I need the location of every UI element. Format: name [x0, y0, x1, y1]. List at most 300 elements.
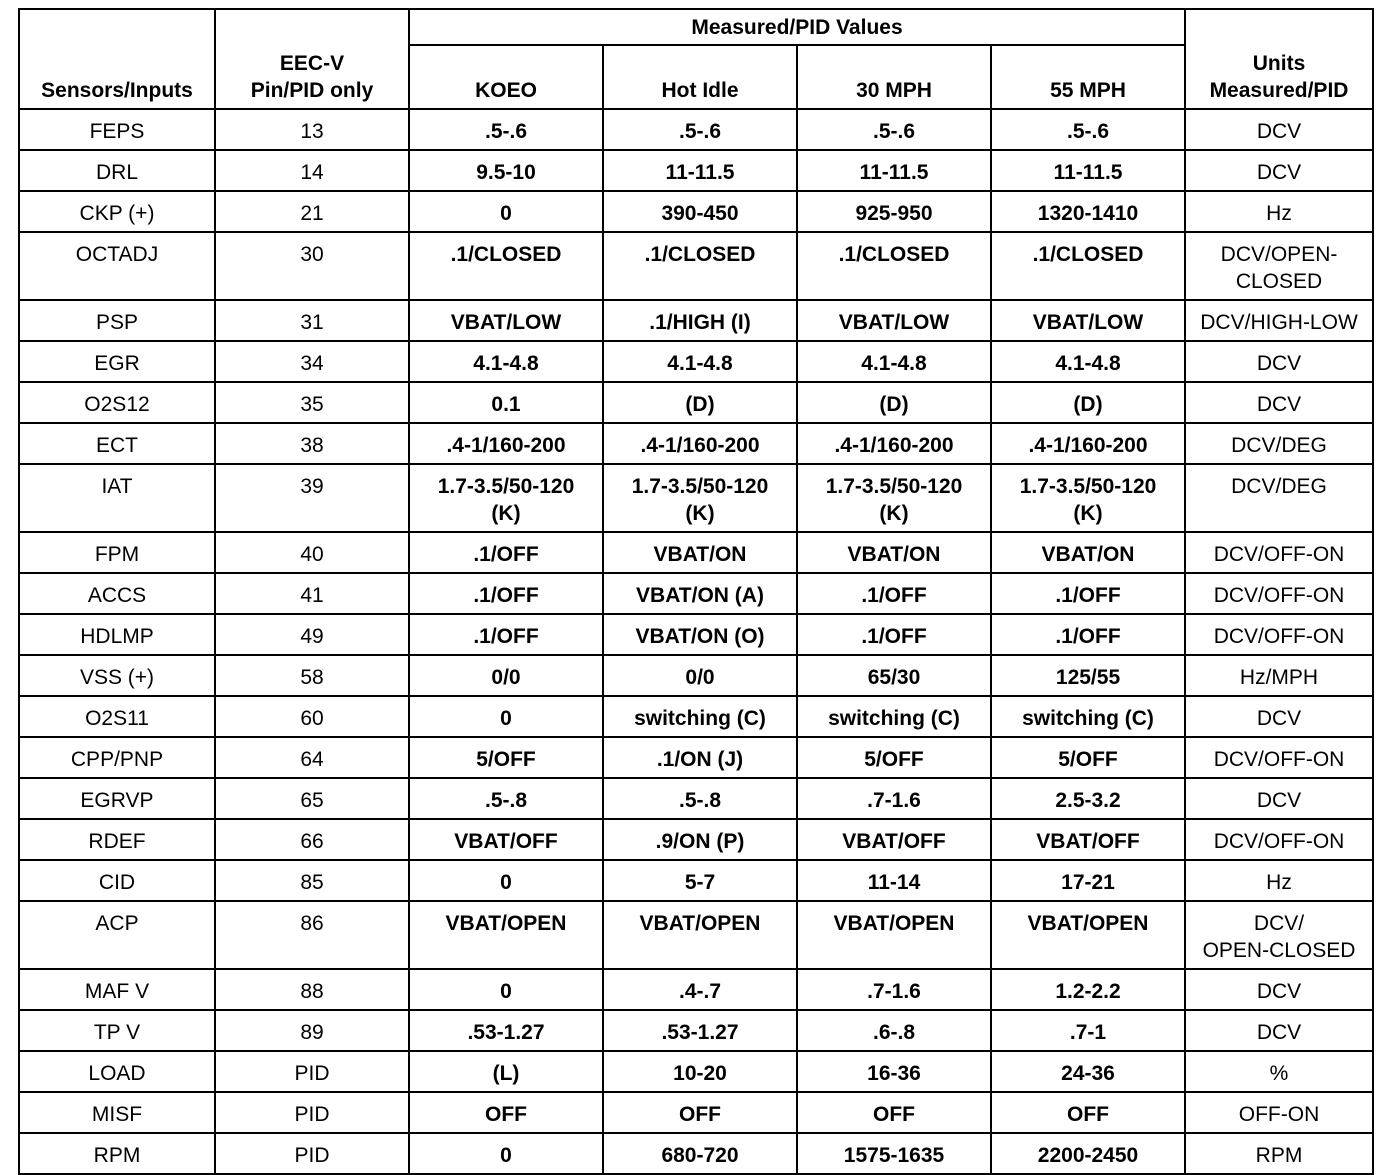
cell-units: [1185, 341, 1373, 382]
cell-units-text: DCV/OPEN-: [1220, 243, 1338, 266]
cell-55mph-text: .7-1: [1069, 1021, 1107, 1044]
header-55mph: 55 MPH: [991, 45, 1185, 109]
cell-koeo-text: VBAT/OFF: [454, 830, 558, 853]
cell-koeo: [409, 860, 603, 901]
cell-sensor: [19, 655, 215, 696]
cell-hot-idle: [603, 737, 797, 778]
header-sensors-label: Sensors/Inputs: [41, 79, 193, 102]
cell-koeo: [409, 300, 603, 341]
cell-55mph: [991, 150, 1185, 191]
cell-pin: [215, 1092, 409, 1133]
cell-55mph: [991, 573, 1185, 614]
cell-koeo-text: 4.1-4.8: [473, 352, 539, 375]
cell-30mph-text: .1/OFF: [861, 584, 927, 607]
cell-55mph: [991, 191, 1185, 232]
table-row: [19, 778, 1373, 819]
table-row: [19, 382, 1373, 423]
cell-hot-idle: [603, 341, 797, 382]
cell-30mph: [797, 860, 991, 901]
pid-values-table: [18, 8, 1374, 1175]
cell-units-text: DCV/OFF-ON: [1213, 584, 1345, 607]
cell-koeo: [409, 1010, 603, 1051]
cell-sensor-text: DRL: [95, 161, 138, 184]
cell-55mph-text: 4.1-4.8: [1055, 352, 1121, 375]
cell-units: [1185, 191, 1373, 232]
cell-pin-text: 49: [300, 625, 324, 648]
cell-hot-idle-text: 10-20: [673, 1062, 727, 1085]
cell-55mph: [991, 860, 1185, 901]
header-units: [1185, 9, 1373, 109]
cell-hot-idle: [603, 969, 797, 1010]
cell-55mph-text: switching (C): [1022, 707, 1154, 730]
cell-pin-text: 31: [300, 311, 324, 334]
cell-hot-idle: [603, 464, 797, 532]
cell-sensor: [19, 232, 215, 300]
cell-sensor-text: OCTADJ: [75, 243, 159, 266]
cell-30mph-text: VBAT/OFF: [842, 830, 946, 853]
cell-units: [1185, 901, 1373, 969]
cell-koeo-text: 0/0: [491, 666, 521, 689]
cell-hot-idle-text: .1/ON (J): [656, 748, 744, 771]
cell-30mph: [797, 573, 991, 614]
cell-pin: [215, 109, 409, 150]
cell-koeo-text: .53-1.27: [467, 1021, 545, 1044]
table-row: [19, 901, 1373, 969]
cell-pin: [215, 1051, 409, 1092]
cell-pin-text: 89: [300, 1021, 324, 1044]
cell-pin-text: PID: [294, 1062, 330, 1085]
cell-pin: [215, 1010, 409, 1051]
cell-pin-text: PID: [294, 1144, 330, 1167]
cell-30mph: [797, 382, 991, 423]
cell-30mph-text-line2: (K): [879, 502, 909, 525]
cell-hot-idle-text: .53-1.27: [661, 1021, 739, 1044]
cell-sensor-text: TP V: [93, 1021, 141, 1044]
cell-55mph-text: OFF: [1067, 1103, 1109, 1126]
table-row: [19, 191, 1373, 232]
cell-hot-idle-text: .9/ON (P): [655, 830, 745, 853]
table-row: [19, 819, 1373, 860]
cell-koeo-text: OFF: [485, 1103, 527, 1126]
table-row: [19, 1133, 1373, 1174]
cell-55mph: [991, 464, 1185, 532]
cell-sensor-text: O2S12: [84, 393, 150, 416]
cell-units-text-line2: OPEN-CLOSED: [1202, 939, 1356, 962]
table-row: [19, 109, 1373, 150]
cell-units-text: DCV: [1256, 161, 1302, 184]
header-koeo: KOEO: [409, 45, 603, 109]
cell-sensor-text: FPM: [94, 543, 140, 566]
cell-hot-idle-text: 0/0: [685, 666, 715, 689]
cell-30mph: [797, 778, 991, 819]
cell-55mph: [991, 382, 1185, 423]
cell-units-text: DCV/OFF-ON: [1213, 625, 1345, 648]
cell-hot-idle: [603, 573, 797, 614]
cell-units-text: DCV/DEG: [1231, 434, 1327, 457]
cell-koeo-text: .1/OFF: [473, 584, 539, 607]
cell-30mph: [797, 819, 991, 860]
cell-sensor: [19, 150, 215, 191]
cell-units: [1185, 655, 1373, 696]
cell-pin-text: 40: [300, 543, 324, 566]
cell-pin: [215, 655, 409, 696]
cell-units: [1185, 1092, 1373, 1133]
cell-koeo-text: 0: [500, 980, 512, 1003]
cell-30mph-text: VBAT/ON: [847, 543, 941, 566]
cell-30mph: [797, 696, 991, 737]
cell-hot-idle-text: VBAT/OPEN: [639, 912, 761, 935]
cell-sensor-text: CPP/PNP: [70, 748, 164, 771]
cell-55mph: [991, 778, 1185, 819]
cell-koeo: [409, 109, 603, 150]
cell-sensor: [19, 1133, 215, 1174]
cell-sensor-text: FEPS: [89, 120, 145, 143]
cell-sensor: [19, 614, 215, 655]
cell-hot-idle-text: VBAT/ON (A): [636, 584, 764, 607]
cell-units-text: RPM: [1255, 1144, 1303, 1167]
cell-units-text-line2: CLOSED: [1235, 270, 1323, 293]
cell-hot-idle: [603, 1092, 797, 1133]
cell-hot-idle-text: OFF: [679, 1103, 721, 1126]
cell-hot-idle: [603, 696, 797, 737]
cell-hot-idle: [603, 901, 797, 969]
cell-units-text: DCV/DEG: [1231, 475, 1327, 498]
cell-30mph-text: 16-36: [867, 1062, 921, 1085]
table-row: [19, 737, 1373, 778]
cell-koeo: [409, 191, 603, 232]
cell-30mph-text: 1575-1635: [843, 1144, 945, 1167]
cell-koeo-text: 0: [500, 202, 512, 225]
cell-koeo-text: VBAT/OPEN: [445, 912, 567, 935]
cell-koeo: [409, 532, 603, 573]
cell-pin: [215, 191, 409, 232]
cell-sensor: [19, 109, 215, 150]
cell-hot-idle: [603, 191, 797, 232]
cell-55mph: [991, 696, 1185, 737]
cell-30mph: [797, 300, 991, 341]
cell-units: [1185, 860, 1373, 901]
table-row: [19, 1092, 1373, 1133]
cell-koeo-text: 9.5-10: [476, 161, 536, 184]
cell-units-text: Hz/MPH: [1239, 666, 1319, 689]
cell-30mph-text: switching (C): [828, 707, 960, 730]
cell-pin: [215, 341, 409, 382]
cell-hot-idle: [603, 300, 797, 341]
cell-55mph-text-line2: (K): [1073, 502, 1103, 525]
cell-30mph-text: 4.1-4.8: [861, 352, 927, 375]
cell-30mph-text: VBAT/OPEN: [833, 912, 955, 935]
cell-55mph-text: (D): [1073, 393, 1103, 416]
cell-hot-idle: [603, 109, 797, 150]
cell-koeo-text: .1/OFF: [473, 543, 539, 566]
cell-koeo: [409, 737, 603, 778]
cell-sensor: [19, 464, 215, 532]
cell-hot-idle: [603, 532, 797, 573]
cell-units: [1185, 532, 1373, 573]
cell-hot-idle-text: .4-1/160-200: [640, 434, 760, 457]
table-row: [19, 860, 1373, 901]
cell-sensor: [19, 191, 215, 232]
cell-pin: [215, 737, 409, 778]
table-row: [19, 300, 1373, 341]
cell-55mph: [991, 819, 1185, 860]
cell-sensor: [19, 860, 215, 901]
cell-koeo: [409, 232, 603, 300]
table-row: [19, 573, 1373, 614]
table-body: [19, 109, 1373, 1174]
cell-55mph: [991, 109, 1185, 150]
cell-hot-idle: [603, 614, 797, 655]
cell-sensor: [19, 778, 215, 819]
cell-30mph: [797, 901, 991, 969]
cell-units: [1185, 614, 1373, 655]
cell-30mph-text: .1/CLOSED: [838, 243, 950, 266]
cell-30mph-text: 65/30: [867, 666, 921, 689]
cell-55mph-text: VBAT/LOW: [1032, 311, 1144, 334]
cell-55mph-text: 2200-2450: [1037, 1144, 1139, 1167]
cell-units: [1185, 573, 1373, 614]
cell-55mph: [991, 655, 1185, 696]
cell-30mph-text: .4-1/160-200: [834, 434, 954, 457]
cell-30mph: [797, 1133, 991, 1174]
cell-30mph-text: 925-950: [855, 202, 933, 225]
cell-hot-idle-text: .5-.6: [678, 120, 722, 143]
cell-pin: [215, 382, 409, 423]
cell-koeo: [409, 614, 603, 655]
cell-pin: [215, 696, 409, 737]
cell-koeo-text: 0: [500, 1144, 512, 1167]
cell-pin-text: 41: [300, 584, 324, 607]
cell-units-text: DCV: [1256, 1021, 1302, 1044]
header-row-top: [19, 9, 1373, 45]
cell-hot-idle-text: (D): [685, 393, 715, 416]
cell-pin: [215, 969, 409, 1010]
cell-hot-idle-text: .1/CLOSED: [644, 243, 756, 266]
cell-sensor: [19, 969, 215, 1010]
cell-30mph: [797, 1092, 991, 1133]
cell-30mph: [797, 150, 991, 191]
cell-pin-text: 86: [300, 912, 324, 935]
cell-30mph-text: 11-11.5: [859, 161, 929, 184]
cell-pin: [215, 232, 409, 300]
cell-units-text: DCV/OFF-ON: [1213, 543, 1345, 566]
cell-pin-text: 65: [300, 789, 324, 812]
cell-hot-idle: [603, 382, 797, 423]
cell-55mph-text: 24-36: [1061, 1062, 1115, 1085]
cell-30mph-text: .6-.8: [872, 1021, 916, 1044]
cell-sensor: [19, 1051, 215, 1092]
cell-55mph: [991, 901, 1185, 969]
cell-55mph: [991, 1092, 1185, 1133]
cell-units: [1185, 423, 1373, 464]
cell-hot-idle-text: 4.1-4.8: [667, 352, 733, 375]
cell-30mph: [797, 1010, 991, 1051]
cell-55mph: [991, 737, 1185, 778]
cell-koeo-text: 1.7-3.5/50-120: [437, 475, 575, 498]
cell-30mph-text: .5-.6: [872, 120, 916, 143]
cell-units-text: DCV: [1256, 707, 1302, 730]
cell-koeo: [409, 696, 603, 737]
cell-hot-idle-text: switching (C): [634, 707, 766, 730]
cell-koeo-text: 0: [500, 707, 512, 730]
cell-30mph: [797, 655, 991, 696]
cell-units-text: DCV/OFF-ON: [1213, 748, 1345, 771]
cell-30mph-text: 5/OFF: [864, 748, 924, 771]
cell-pin: [215, 573, 409, 614]
cell-hot-idle-text: 11-11.5: [665, 161, 735, 184]
cell-55mph-text: 5/OFF: [1058, 748, 1118, 771]
cell-pin-text: 14: [300, 161, 324, 184]
cell-sensor: [19, 423, 215, 464]
cell-koeo: [409, 382, 603, 423]
cell-55mph: [991, 1051, 1185, 1092]
cell-pin-text: PID: [294, 1103, 330, 1126]
cell-units-text: DCV: [1256, 393, 1302, 416]
cell-koeo-text: 0.1: [491, 393, 521, 416]
table-row: [19, 696, 1373, 737]
cell-30mph-text: (D): [879, 393, 909, 416]
cell-pin: [215, 778, 409, 819]
cell-sensor: [19, 737, 215, 778]
cell-sensor-text: CID: [98, 871, 136, 894]
cell-sensor: [19, 1092, 215, 1133]
cell-pin: [215, 150, 409, 191]
cell-units-text: DCV: [1256, 980, 1302, 1003]
cell-units-text: DCV/: [1253, 912, 1305, 935]
cell-units: [1185, 1051, 1373, 1092]
cell-30mph: [797, 532, 991, 573]
cell-pin-text: 39: [300, 475, 324, 498]
header-group-label: Measured/PID Values: [691, 15, 903, 39]
cell-hot-idle: [603, 1010, 797, 1051]
cell-koeo-text: .5-.8: [484, 789, 528, 812]
cell-units-text: %: [1269, 1062, 1289, 1085]
cell-sensor: [19, 696, 215, 737]
cell-sensor-text: ACCS: [87, 584, 147, 607]
header-pin-line2: Pin/PID only: [250, 79, 374, 102]
cell-units-text: DCV: [1256, 352, 1302, 375]
cell-sensor: [19, 819, 215, 860]
header-units-line1: Units: [1252, 52, 1306, 75]
table-row: [19, 532, 1373, 573]
cell-hot-idle: [603, 1051, 797, 1092]
cell-55mph-text: .4-1/160-200: [1028, 434, 1148, 457]
table-row: [19, 655, 1373, 696]
cell-pin: [215, 532, 409, 573]
cell-units-text: DCV/HIGH-LOW: [1200, 311, 1358, 334]
cell-koeo-text: .5-.6: [484, 120, 528, 143]
cell-55mph-text: .1/CLOSED: [1032, 243, 1144, 266]
cell-sensor-text: HDLMP: [80, 625, 154, 648]
header-hot-idle: Hot Idle: [603, 45, 797, 109]
cell-30mph-text: .1/OFF: [861, 625, 927, 648]
table-row: [19, 341, 1373, 382]
table-row: [19, 150, 1373, 191]
cell-30mph-text: OFF: [873, 1103, 915, 1126]
cell-sensor-text: CKP (+): [79, 202, 155, 225]
cell-hot-idle-text: .5-.8: [678, 789, 722, 812]
cell-units: [1185, 969, 1373, 1010]
cell-30mph: [797, 109, 991, 150]
cell-koeo: [409, 778, 603, 819]
cell-hot-idle-text: .4-.7: [678, 980, 722, 1003]
cell-30mph-text: 11-14: [867, 871, 921, 894]
cell-koeo: [409, 150, 603, 191]
cell-hot-idle-text: 680-720: [661, 1144, 739, 1167]
cell-koeo: [409, 464, 603, 532]
cell-sensor-text: MAF V: [84, 980, 150, 1003]
table-row: [19, 969, 1373, 1010]
cell-pin: [215, 300, 409, 341]
cell-55mph-text: VBAT/OPEN: [1027, 912, 1149, 935]
table-row: [19, 423, 1373, 464]
cell-koeo: [409, 341, 603, 382]
cell-55mph-text: 1320-1410: [1037, 202, 1139, 225]
cell-pin-text: 35: [300, 393, 324, 416]
cell-hot-idle-text: 390-450: [661, 202, 739, 225]
cell-koeo: [409, 1092, 603, 1133]
cell-pin: [215, 423, 409, 464]
cell-koeo-text: 0: [500, 871, 512, 894]
cell-30mph-text: VBAT/LOW: [838, 311, 950, 334]
cell-units: [1185, 150, 1373, 191]
pid-values-table-container: [18, 8, 1374, 1175]
cell-30mph: [797, 737, 991, 778]
cell-hot-idle-text: .1/HIGH (I): [649, 311, 751, 334]
cell-units: [1185, 232, 1373, 300]
cell-units: [1185, 778, 1373, 819]
cell-55mph: [991, 232, 1185, 300]
cell-pin-text: 64: [300, 748, 324, 771]
cell-55mph-text: .1/OFF: [1055, 584, 1121, 607]
cell-55mph-text: 1.7-3.5/50-120: [1019, 475, 1157, 498]
cell-hot-idle: [603, 1133, 797, 1174]
cell-koeo: [409, 1051, 603, 1092]
header-pin: [215, 9, 409, 109]
cell-koeo-text: VBAT/LOW: [450, 311, 562, 334]
cell-30mph: [797, 614, 991, 655]
cell-30mph: [797, 423, 991, 464]
cell-koeo: [409, 655, 603, 696]
cell-hot-idle: [603, 423, 797, 464]
cell-30mph-text: 1.7-3.5/50-120: [825, 475, 963, 498]
cell-koeo: [409, 901, 603, 969]
cell-koeo: [409, 1133, 603, 1174]
cell-pin-text: 88: [300, 980, 324, 1003]
cell-55mph: [991, 1133, 1185, 1174]
cell-55mph-text: .5-.6: [1066, 120, 1110, 143]
cell-hot-idle-text: 1.7-3.5/50-120: [631, 475, 769, 498]
cell-sensor-text: PSP: [95, 311, 139, 334]
cell-hot-idle-text: VBAT/ON (O): [635, 625, 765, 648]
cell-55mph-text: 11-11.5: [1053, 161, 1123, 184]
cell-koeo-text: .1/OFF: [473, 625, 539, 648]
table-header: [19, 9, 1373, 109]
table-row: [19, 464, 1373, 532]
cell-30mph: [797, 969, 991, 1010]
cell-55mph-text: 17-21: [1061, 871, 1115, 894]
cell-koeo: [409, 969, 603, 1010]
cell-units: [1185, 464, 1373, 532]
cell-sensor: [19, 1010, 215, 1051]
cell-hot-idle: [603, 150, 797, 191]
cell-units: [1185, 109, 1373, 150]
cell-pin-text: 60: [300, 707, 324, 730]
cell-units-text: Hz: [1266, 871, 1292, 894]
cell-pin-text: 85: [300, 871, 324, 894]
cell-units-text: DCV: [1256, 789, 1302, 812]
cell-pin-text: 66: [300, 830, 324, 853]
